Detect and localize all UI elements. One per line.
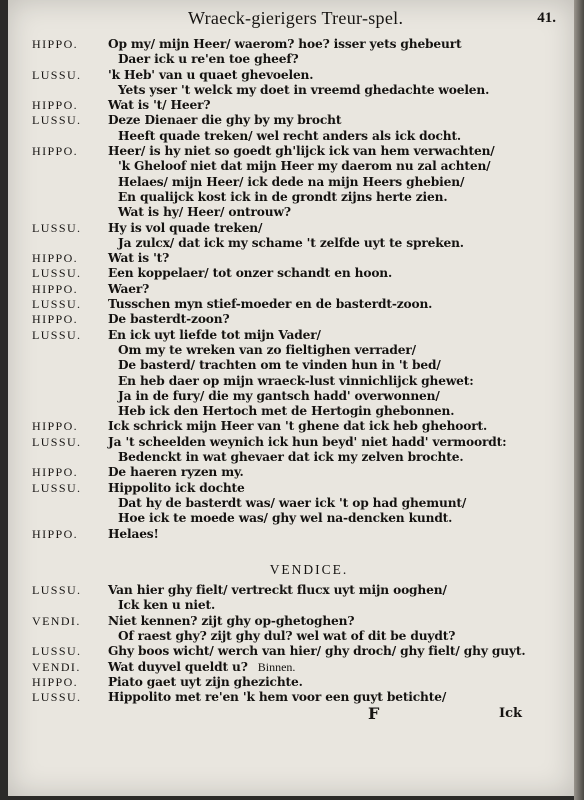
line-text: Waer? — [108, 281, 150, 296]
verse-line — [32, 343, 562, 358]
page-header — [8, 4, 574, 34]
line-text: Tusschen myn stief-moeder en de basterdt-zoon. — [108, 297, 433, 312]
verse-line — [32, 481, 562, 496]
verse-line — [32, 419, 562, 434]
line-text: Heb ick den Hertoch met de Hertogin ghebonnen. — [118, 404, 455, 419]
line-text: Ja in de fury/ die my gantsch hadd' overwonnen/ — [118, 388, 440, 403]
verse-line — [32, 511, 562, 526]
line-text: Hippolito met re'en 'k hem voor een guyt betichte/ — [108, 690, 447, 705]
speaker-name: LUSSU. — [32, 690, 82, 705]
verse-line — [32, 144, 562, 159]
line-text: Heeft quade treken/ wel recht anders als ick docht. — [118, 128, 462, 143]
speaker-name: HIPPO. — [32, 465, 79, 480]
verse-line — [32, 629, 562, 644]
verse-line — [32, 328, 562, 343]
line-text: Heer/ is hy niet so goedt gh'lijck ick van hem verwachten/ — [108, 144, 495, 159]
play-text — [32, 37, 562, 705]
book-page — [8, 0, 574, 796]
line-text: Wat is 't? — [108, 251, 170, 266]
page-number: 41. — [537, 10, 556, 26]
blank-line — [32, 542, 562, 557]
line-text: Ick ken u niet. — [118, 598, 216, 613]
speaker-name: LUSSU. — [32, 297, 82, 312]
line-text: Hy is vol quade treken/ — [108, 220, 263, 235]
scene-heading: VENDICE. — [269, 562, 349, 578]
signature-mark: F — [368, 704, 380, 723]
line-text: De basterdt-zoon? — [108, 312, 230, 327]
speaker-name: LUSSU. — [32, 434, 82, 449]
line-text: Hippolito ick dochte — [108, 480, 245, 495]
line-text: Helaes/ mijn Heer/ ick dede na mijn Heers ghebien/ — [118, 174, 465, 189]
speaker-name: LUSSU. — [32, 266, 82, 281]
book-gutter — [574, 0, 584, 800]
verse-line — [32, 598, 562, 613]
speaker-name: LUSSU. — [32, 113, 82, 128]
verse-line — [32, 129, 562, 144]
verse-line — [32, 614, 562, 629]
verse-line — [32, 644, 562, 659]
speaker-name: LUSSU. — [32, 327, 82, 342]
verse-line — [32, 83, 562, 98]
speaker-name: VENDI. — [32, 659, 81, 674]
speaker-name: LUSSU. — [32, 67, 82, 82]
line-text: Helaes! — [108, 526, 159, 541]
line-text: Om my te wreken van zo fieltighen verrader/ — [118, 342, 416, 357]
verse-line — [32, 435, 562, 450]
speaker-name: HIPPO. — [32, 674, 79, 689]
line-text: Hoe ick te moede was/ ghy wel na-dencken kundt. — [118, 511, 453, 526]
line-text: Ja 't scheelden weynich ick hun beyd' niet hadd' vermoordt: — [108, 434, 507, 449]
line-text: Bedenckt in wat ghevaer dat ick my zelven brochte. — [118, 450, 464, 465]
line-text: Ghy boos wicht/ werch van hier/ ghy droch/ ghy fielt/ ghy guyt. — [108, 644, 526, 659]
verse-line — [32, 190, 562, 205]
verse-line — [32, 159, 562, 174]
line-text: Dat hy de basterdt was/ waer ick 't op had ghemunt/ — [118, 495, 467, 510]
line-text: Wat duyvel queldt u? — [108, 659, 248, 674]
verse-line — [32, 358, 562, 373]
speaker-name: LUSSU. — [32, 480, 82, 495]
verse-line — [32, 660, 562, 675]
speaker-name: HIPPO. — [32, 419, 79, 434]
line-text: Op my/ mijn Heer/ waerom? hoe? isser yets ghebeurt — [108, 37, 462, 51]
line-text: 'k Gheloof niet dat mijn Heer my daerom nu zal achten/ — [118, 159, 491, 174]
line-text: Of raest ghy? zijt ghy dul? wel wat of dit be duydt? — [118, 628, 456, 643]
verse-line — [32, 404, 562, 419]
line-text: En qualijck kost ick in de grondt zijns herte zien. — [118, 189, 448, 204]
speaker-name: LUSSU. — [32, 644, 82, 659]
speaker-name: HIPPO. — [32, 312, 79, 327]
verse-line — [32, 251, 562, 266]
verse-line — [32, 297, 562, 312]
verse-line — [32, 113, 562, 128]
line-text: Yets yser 't welck my doet in vreemd ghedachte woelen. — [118, 82, 490, 97]
verse-line — [32, 266, 562, 281]
line-text: Wat is 't/ Heer? — [108, 98, 211, 113]
verse-line — [32, 389, 562, 404]
verse-line — [32, 175, 562, 190]
speaker-name: LUSSU. — [32, 583, 82, 598]
verse-line — [32, 527, 562, 542]
verse-line — [32, 496, 562, 511]
verse-line — [32, 52, 562, 67]
catchword: Ick — [498, 706, 522, 721]
stage-direction: Binnen. — [257, 659, 296, 674]
verse-line — [32, 450, 562, 465]
verse-line — [32, 236, 562, 251]
verse-line — [32, 465, 562, 480]
verse-line — [32, 282, 562, 297]
line-text: De basterd/ trachten om te vinden hun in 't bed/ — [118, 358, 441, 373]
speaker-name: HIPPO. — [32, 526, 79, 541]
line-text: Niet kennen? zijt ghy op-ghetoghen? — [108, 613, 355, 628]
speaker-name: HIPPO. — [32, 98, 79, 113]
speaker-name: LUSSU. — [32, 220, 82, 235]
speech-block-2 — [32, 583, 562, 705]
verse-line — [32, 374, 562, 389]
speaker-name: HIPPO. — [32, 281, 79, 296]
line-text: Daer ick u re'en toe gheef? — [118, 52, 299, 67]
speaker-name: HIPPO. — [32, 37, 79, 51]
line-text: Van hier ghy fielt/ vertreckt flucx uyt mijn ooghen/ — [108, 583, 447, 598]
speaker-name: HIPPO. — [32, 144, 79, 159]
running-title: Wraeck-gierigers Treur-spel. — [188, 8, 404, 28]
line-text: Deze Dienaer die ghy by my brocht — [108, 113, 342, 128]
line-text: De haeren ryzen my. — [108, 465, 244, 480]
verse-line — [32, 68, 562, 83]
verse-line — [32, 675, 562, 690]
line-text: Ick schrick mijn Heer van 't ghene dat ick heb ghehoort. — [108, 419, 488, 434]
speaker-name: VENDI. — [32, 613, 81, 628]
line-text: 'k Heb' van u quaet ghevoelen. — [108, 67, 314, 82]
verse-line — [32, 98, 562, 113]
line-text: Een koppelaer/ tot onzer schandt en hoon. — [108, 266, 393, 281]
verse-line — [32, 205, 562, 220]
line-text: Piato gaet uyt zijn ghezichte. — [108, 674, 303, 689]
line-text: Ja zulcx/ dat ick my schame 't zelfde uyt te spreken. — [118, 235, 464, 250]
verse-line — [32, 221, 562, 236]
speech-block-1 — [32, 37, 562, 542]
verse-line — [32, 583, 562, 598]
page-footer — [8, 702, 574, 730]
verse-line — [32, 37, 562, 52]
line-text: En heb daer op mijn wraeck-lust vinnichlijck ghewet: — [118, 373, 474, 388]
line-text: En ick uyt liefde tot mijn Vader/ — [108, 327, 321, 342]
verse-line — [32, 312, 562, 327]
line-text: Wat is hy/ Heer/ ontrouw? — [118, 205, 291, 220]
speaker-name: HIPPO. — [32, 251, 79, 266]
